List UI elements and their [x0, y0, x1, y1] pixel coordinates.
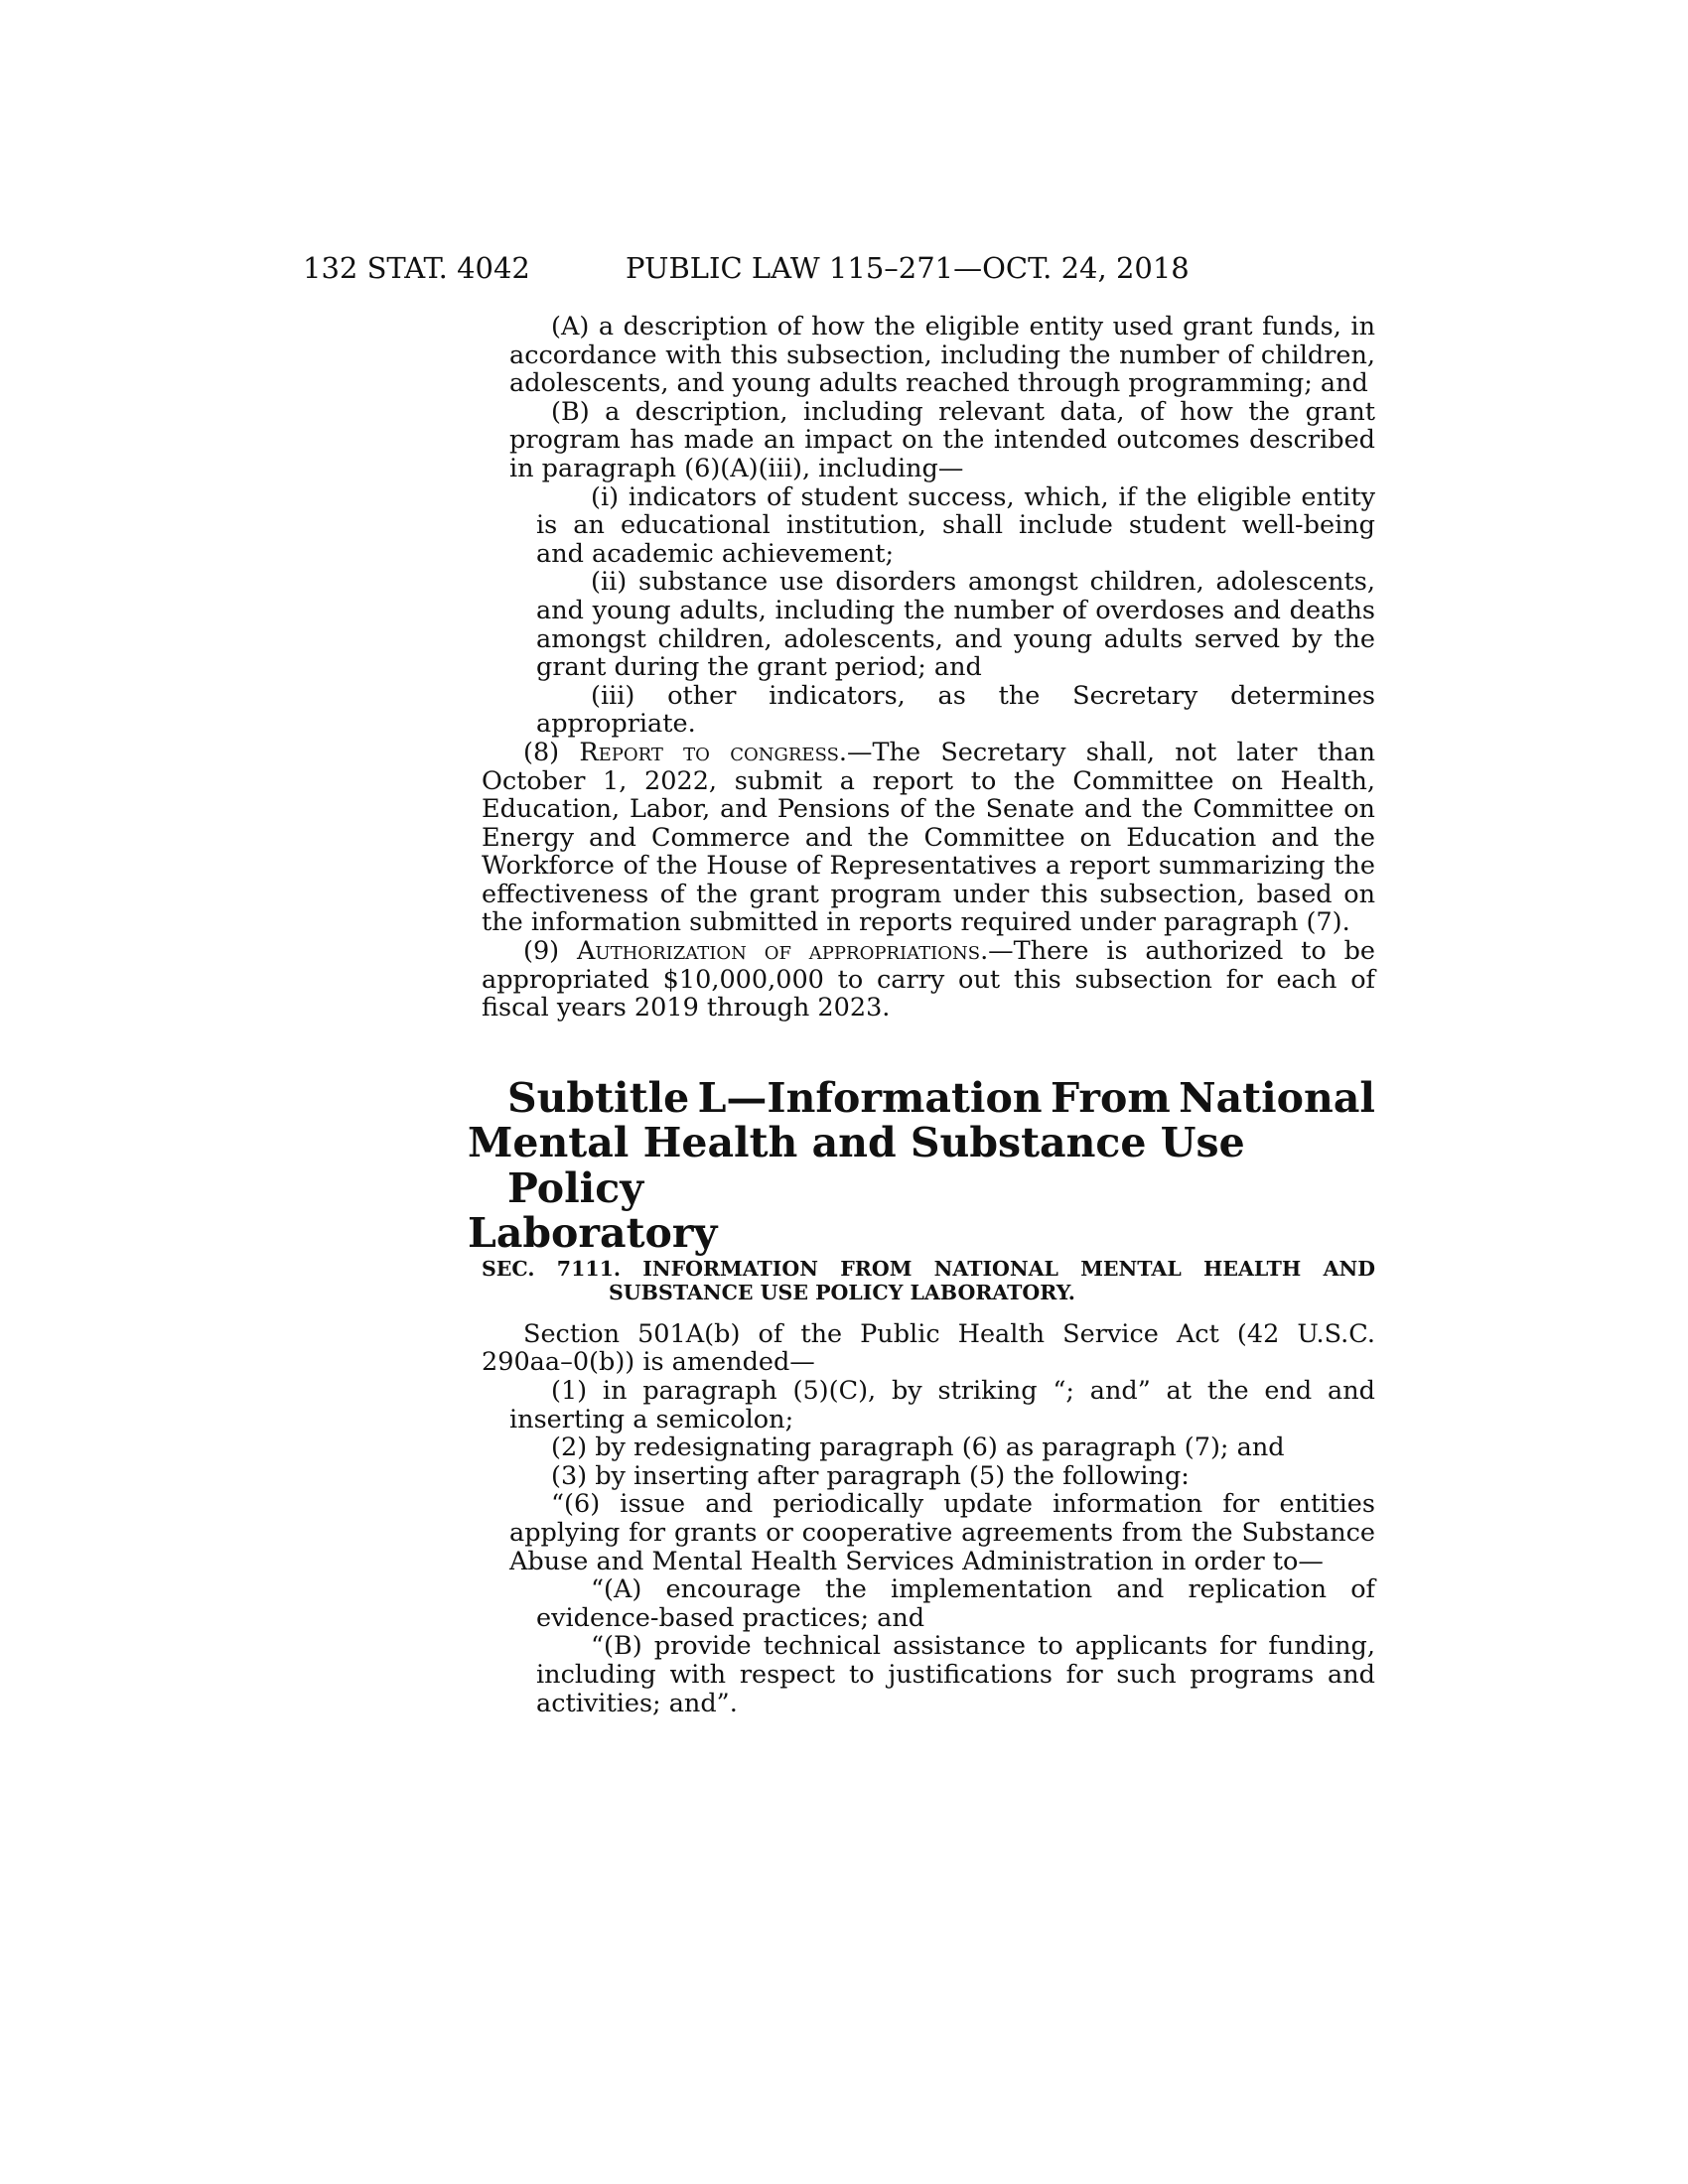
- paragraph-a-report-use: (A) a description of how the eligible entity used grant funds, in accordance with this subsection, including the number of children, adolescents, and young adults reached through programming; and: [509, 312, 1375, 399]
- subtitle-line-3: Laboratory: [468, 1209, 718, 1258]
- quoted-paragraph-6: “(6) issue and periodically update information for entities applying for grants or cooperative agreements from the Substance Abuse and Mental Health Services Administration in order to—: [509, 1489, 1375, 1576]
- public-law-title: PUBLIC LAW 115–271—OCT. 24, 2018: [626, 251, 1190, 285]
- paragraph-9-text: .—There is authorized to be appropriated $10,000,000 to carry out this subsection for each of fiscal years 2019 through 2023.: [482, 936, 1375, 1024]
- paragraph-8-text: .—The Secretary shall, not later than October 1, 2022, submit a report to the Committee on Health, Education, Labor, and Pensions of the Senate and the Committee on Energy and Commerce and the Committee on Education and the Workforce of the House of Representatives a report summarizing the effectiveness of the grant program under this subsection, based on the information submitted in reports required under paragraph (7).: [482, 737, 1375, 938]
- section-body: [482, 1320, 1375, 1717]
- running-head: [303, 248, 1375, 288]
- amendment-3: (3) by inserting after paragraph (5) the following:: [551, 1460, 1190, 1491]
- quoted-subparagraph-a: “(A) encourage the implementation and replication of evidence-based practices; and: [536, 1574, 1375, 1633]
- section-intro: Section 501A(b) of the Public Health Service Act (42 U.S.C. 290aa–0(b)) is amended—: [482, 1318, 1375, 1378]
- amendment-1: (1) in paragraph (5)(C), by striking “; and” at the end and inserting a semicolon;: [509, 1376, 1375, 1434]
- clause-i-indicators: (i) indicators of student success, which, if the eligible entity is an educational institution, shall include student well-being and academic achievement;: [536, 481, 1375, 569]
- paragraph-9-number: (9): [523, 936, 560, 967]
- clause-ii-substance-use: (ii) substance use disorders amongst children, adolescents, and young adults, including the number of overdoses and deaths amongst children, adolescents, and young adults served by the grant during the grant period; and: [536, 567, 1375, 683]
- paragraph-9-heading: Authorization of appropriations: [576, 936, 981, 967]
- subtitle-heading: [468, 1073, 1375, 1258]
- paragraph-8-number: (8): [523, 737, 560, 767]
- quoted-subparagraph-b: “(B) provide technical assistance to applicants for funding, including with respect to justifications for such programs and activities; and”.: [536, 1631, 1375, 1718]
- subtitle-word: L—Information: [697, 1073, 1043, 1122]
- page-body: [468, 312, 1375, 1718]
- subtitle-word: National: [1179, 1073, 1375, 1122]
- paragraph-b-report-impact: (B) a description, including relevant data, of how the grant program has made an impact on the intended outcomes described in paragraph (6)(A)(iii), including—: [509, 396, 1375, 483]
- subtitle-line-2: Mental Health and Substance Use Policy: [468, 1119, 1245, 1212]
- section-heading: SEC. 7111. INFORMATION FROM NATIONAL MENTAL HEALTH AND SUBSTANCE USE POLICY LABORATORY.: [482, 1256, 1375, 1304]
- stat-citation: 132 STAT. 4042: [303, 251, 530, 285]
- clause-iii-other: (iii) other indicators, as the Secretary determines appropriate.: [536, 680, 1375, 740]
- paragraph-8-report-to-congress: [482, 739, 1375, 937]
- amendment-2: (2) by redesignating paragraph (6) as paragraph (7); and: [551, 1433, 1285, 1463]
- paragraph-8-heading: Report to congress: [579, 737, 839, 767]
- subtitle-word: From: [1051, 1073, 1171, 1122]
- subtitle-word: Subtitle: [507, 1073, 690, 1122]
- paragraph-9-authorization: [482, 937, 1375, 1023]
- subtitle-line-1: [507, 1073, 1375, 1122]
